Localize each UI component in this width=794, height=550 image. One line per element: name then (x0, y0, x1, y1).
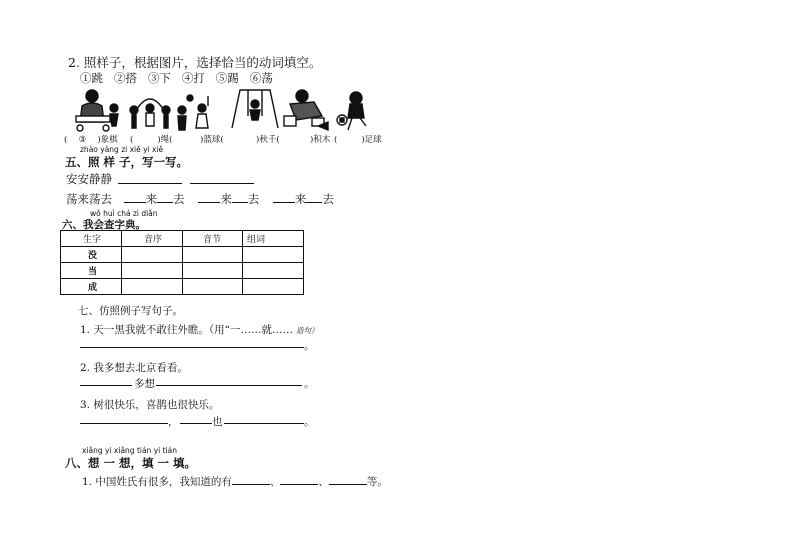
s6-title: 六、我会查字典。 (62, 219, 146, 231)
qu-char: 去 (173, 192, 185, 206)
period: 。 (304, 378, 315, 390)
table-row (61, 263, 304, 279)
answer-cell[interactable] (183, 263, 243, 279)
q3-mid: 也 (212, 416, 223, 428)
option-6: ⑥荡 (249, 71, 273, 85)
paren-open: ( (130, 135, 134, 145)
s7-title: 七、仿照例子写句子。 (78, 305, 183, 317)
q2-fill-5 (310, 133, 330, 145)
blank-line[interactable] (280, 474, 318, 485)
answer-cell[interactable] (243, 263, 304, 279)
table-row (61, 279, 304, 295)
answer-line[interactable] (80, 385, 132, 386)
blocks-picture (284, 90, 328, 130)
q2-fill-3 (200, 133, 224, 145)
blank-line[interactable] (273, 192, 295, 203)
lai-char: 来 (294, 192, 307, 206)
row-char: 没 (61, 247, 122, 263)
fill-label-2: )绳( (157, 135, 173, 145)
chess-picture (76, 90, 118, 131)
blank-line[interactable] (198, 192, 220, 203)
paren-open: ( (64, 135, 68, 145)
q2-title: 2. 照样子，根据图片，选择恰当的动词填空。 (68, 55, 322, 70)
lai-char: 来 (145, 192, 158, 206)
q2-fill-2 (130, 133, 172, 145)
q2-mid: 多想 (134, 378, 155, 390)
blank-line[interactable] (232, 192, 248, 203)
answer-cell[interactable] (243, 279, 304, 295)
jump-rope-picture (130, 99, 170, 128)
blank-line[interactable] (124, 192, 146, 203)
fill-label-3: )篮球( (200, 135, 224, 145)
row-char: 当 (61, 263, 122, 279)
s7-q3: 3. 树很快乐，喜鹊也很快乐。 (80, 399, 220, 411)
fill-label-1: )象棋 (97, 135, 118, 145)
period: 。 (304, 416, 315, 428)
option-4: ④打 (181, 71, 205, 85)
separator: 、 (318, 476, 329, 488)
s7-q1-tail: 造句） (296, 326, 319, 335)
answer-cell[interactable] (122, 247, 183, 263)
s8-pinyin: xiǎng yi xiǎng tián yi tián (82, 446, 177, 455)
s8-title: 八、想 一 想，填 一 填。 (65, 456, 197, 470)
q2-fill-1 (64, 133, 118, 145)
row-char: 成 (61, 279, 122, 295)
blank-line[interactable] (118, 183, 182, 184)
answer-line[interactable] (80, 347, 304, 348)
option-5: ⑤踢 (215, 71, 239, 85)
fill-label-6: )足球 (361, 135, 382, 145)
answer-cell[interactable] (122, 279, 183, 295)
s8-q1-text: 1. 中国姓氏有很多，我知道的有 (82, 476, 232, 488)
swing-picture (232, 90, 278, 128)
answer-line[interactable] (224, 423, 304, 424)
answer-cell[interactable] (243, 247, 304, 263)
lai-char: 来 (220, 192, 232, 206)
answer-cell[interactable] (183, 247, 243, 263)
fill-answer-1: ③ (78, 135, 87, 145)
blank-line[interactable] (190, 183, 254, 184)
s8-q1-end: 等。 (366, 476, 388, 488)
s5-line1 (66, 171, 112, 187)
blank-line[interactable] (232, 474, 270, 485)
s8-q1 (82, 474, 388, 489)
option-3: ③下 (147, 71, 171, 85)
s5-pinyin: zhào yàng zi xiě yi xiě (80, 145, 164, 154)
answer-line[interactable] (180, 423, 212, 424)
football-picture (337, 92, 366, 130)
blank-line[interactable] (329, 474, 367, 485)
header-cell: 音节 (183, 231, 243, 247)
qu-char: 去 (322, 192, 334, 206)
separator: 、 (269, 476, 281, 488)
s5-line2 (66, 191, 334, 207)
q2-options (80, 70, 273, 86)
answer-cell[interactable] (122, 263, 183, 279)
activity-pictures (70, 86, 390, 134)
basketball-picture (178, 95, 208, 130)
q2-fill-6 (334, 133, 382, 145)
q2-fill-4 (256, 133, 280, 145)
table-header-row (61, 231, 304, 247)
option-1: ①跳 (80, 71, 103, 85)
s7-q1: 1. 天一黑我就不敢往外瞧。（用“一……就…… (80, 324, 293, 336)
fill-label-4: )秋千( (256, 135, 280, 145)
option-2: ②搭 (113, 71, 137, 85)
answer-cell[interactable] (183, 279, 243, 295)
blank-line[interactable] (157, 192, 173, 203)
table-row (61, 247, 304, 263)
example-word: 荡来荡去 (66, 192, 112, 206)
dictionary-table (60, 230, 304, 295)
header-cell: 生字 (61, 231, 122, 247)
answer-line[interactable] (80, 423, 168, 424)
example-word: 安安静静 (66, 172, 112, 186)
fill-label-5: )积木 (310, 135, 331, 145)
s7-q2: 2. 我多想去北京看看。 (80, 362, 188, 374)
q3-comma: ， (168, 416, 179, 428)
answer-line[interactable] (156, 385, 302, 386)
header-cell: 音序 (122, 231, 183, 247)
qu-char: 去 (247, 192, 260, 206)
s6-pinyin: wǒ huì chá zì diǎn (90, 209, 158, 218)
paren-open: ( (334, 135, 338, 145)
blank-line[interactable] (306, 192, 322, 203)
s5-title: 五、照 样 子，写一写。 (65, 155, 189, 169)
period: 。 (304, 340, 315, 352)
header-cell: 组词 (243, 231, 304, 247)
